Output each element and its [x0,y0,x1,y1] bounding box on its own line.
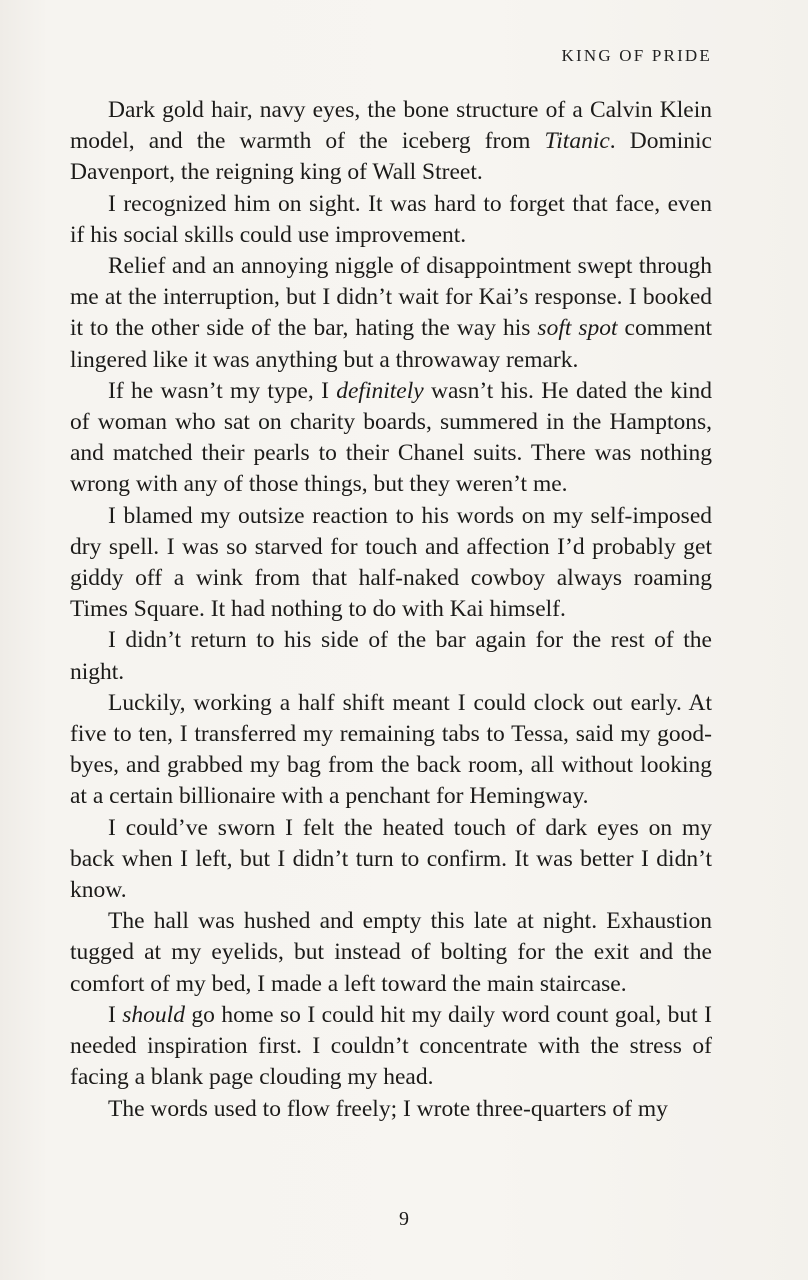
paragraph [70,906,712,1000]
text-run: I could’ve sworn I felt the heated touch of dark eyes on my back when I left, but I didn’t turn to confirm. It was better I didn’t know. [70,814,712,904]
text-run: I recognized him on sight. It was hard to forget that face, even if his social skills could use improvement. [70,190,712,248]
body-text [70,95,712,1125]
text-run: I [108,1001,123,1028]
paragraph [70,1000,712,1094]
text-run: If he wasn’t my type, I [108,377,337,404]
text-run: go home so I could hit my daily word count goal, but I needed inspiration first. I couldn’t concentrate with the stress of facing a blank page clouding my head. [70,1001,712,1091]
text-run: I didn’t return to his side of the bar again for the rest of the night. [70,627,712,685]
italic-text: should [122,1001,185,1028]
text-run: . Dominic Davenport, the reigning king of Wall Street. [70,128,712,186]
paragraph [70,95,712,189]
paragraph [70,813,712,907]
italic-text: definitely [336,377,424,404]
text-run: The words used to flow freely; I wrote three-quarters of my [108,1095,668,1122]
italic-text: soft spot [537,315,618,342]
text-run: Dark gold hair, navy eyes, the bone structure of a Calvin Klein model, and the warmth of the iceberg from [70,97,712,155]
paragraph [70,189,712,251]
paragraph [70,625,712,687]
running-head: KING OF PRIDE [561,46,712,65]
paragraph [70,251,712,376]
text-run: I blamed my outsize reaction to his words on my self-imposed dry spell. I was so starved for touch and affection I’d probably get giddy off a wink from that half-naked cowboy always roaming Times Square. It had nothing to do with Kai himself. [70,502,712,623]
italic-text: Titanic [544,128,610,155]
paragraph [70,1094,712,1125]
text-run: Relief and an annoying niggle of disappointment swept through me at the interruption, but I didn’t wait for Kai’s response. I booked it to the other side of the bar, hating the way his [70,253,712,342]
text-run: comment lingered like it was anything but a throwaway remark. [70,315,713,373]
text-run: The hall was hushed and empty this late at night. Exhaustion tugged at my eyelids, but instead of bolting for the exit and the comfort of my bed, I made a left toward the main staircase. [70,908,712,997]
paragraph [70,501,712,626]
paragraph [70,376,712,501]
text-run: Luckily, working a half shift meant I could clock out early. At five to ten, I transferred my remaining tabs to Tessa, said my goodbyes, and grabbed my bag from the back room, all without looking at a certain billionaire with a penchant for Hemingway. [70,689,712,810]
page-number: 9 [399,1208,409,1230]
text-run: wasn’t his. He dated the kind of woman who sat on charity boards, summered in the Hamptons, and matched their pearls to their Chanel suits. There was nothing wrong with any of those things, but they weren’t me. [70,377,712,498]
paragraph [70,688,712,813]
